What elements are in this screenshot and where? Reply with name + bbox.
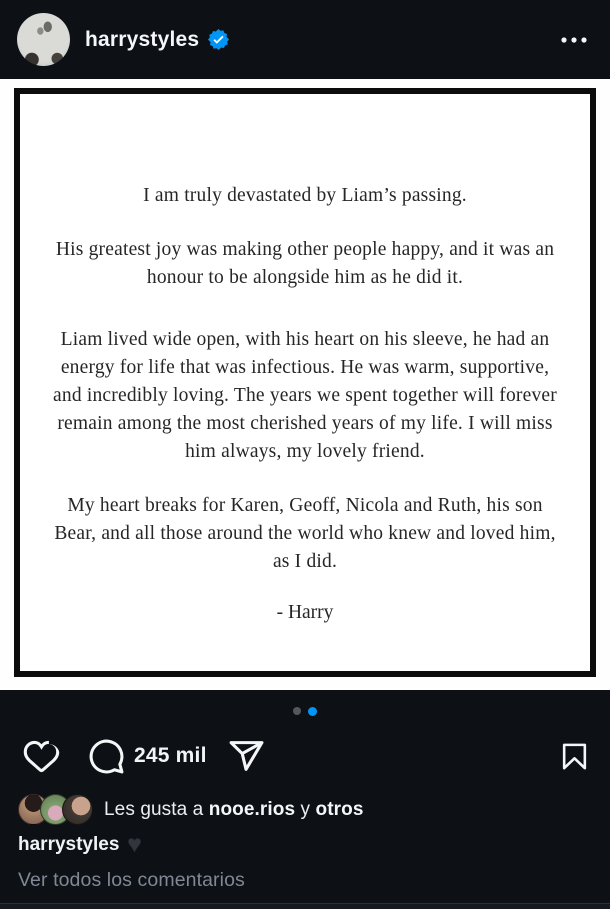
more-options-button[interactable] [555, 25, 593, 55]
statement-card [14, 88, 596, 677]
likes-row[interactable] [0, 794, 610, 825]
post-media-slide[interactable] [0, 79, 610, 690]
likes-summary [104, 799, 364, 821]
paper-plane-icon [228, 738, 265, 775]
view-all-comments-link[interactable]: Ver todos los comentarios [18, 869, 245, 891]
statement-paragraph: His greatest joy was making other people happy, and it was an honour to be alongside him as he did it. [55, 239, 555, 288]
comment-count[interactable]: 245 mil [134, 744, 207, 767]
heart-icon [22, 738, 61, 775]
action-bar [0, 734, 610, 778]
primary-liker-username[interactable]: nooe.rios [208, 798, 296, 820]
username[interactable]: harrystyles [85, 27, 200, 51]
liker-facepile[interactable] [18, 794, 93, 825]
verified-badge-icon [208, 29, 229, 50]
carousel-dots [0, 706, 610, 716]
bottom-divider [0, 903, 610, 909]
three-dots-icon [557, 25, 591, 55]
comment-bubble-icon [88, 738, 125, 775]
black-heart-emoji: ♥ [127, 831, 142, 858]
profile-avatar[interactable] [17, 13, 70, 66]
likes-conjunction: y [300, 798, 311, 820]
liker-avatar [62, 794, 93, 825]
statement-paragraph: My heart breaks for Karen, Geoff, Nicola and Ruth, his son Bear, and all those around the world who knew and loved him, as I did. [54, 495, 556, 572]
comment-button[interactable] [88, 738, 125, 775]
save-button[interactable] [559, 739, 590, 774]
post-header [0, 0, 610, 79]
like-button[interactable] [22, 738, 61, 775]
carousel-dot-inactive [293, 707, 301, 715]
caption-row [0, 831, 610, 858]
likes-others[interactable]: otros [315, 798, 364, 820]
statement-paragraph: Liam lived wide open, with his heart on his sleeve, he had an energy for life that was infectious. He was warm, supportive, and incredibly loving. The years we spent together will forever remain among the most cherished years of my life. I will miss him always, my lovely friend. [53, 329, 557, 462]
statement-paragraph: I am truly devastated by Liam’s passing. [143, 185, 467, 206]
likes-prefix: Les gusta a [104, 798, 204, 820]
carousel-dot-active [308, 707, 317, 716]
statement-signature: - Harry [276, 602, 334, 623]
caption-username[interactable]: harrystyles [18, 834, 120, 855]
bookmark-icon [559, 739, 590, 774]
share-button[interactable] [228, 738, 265, 775]
